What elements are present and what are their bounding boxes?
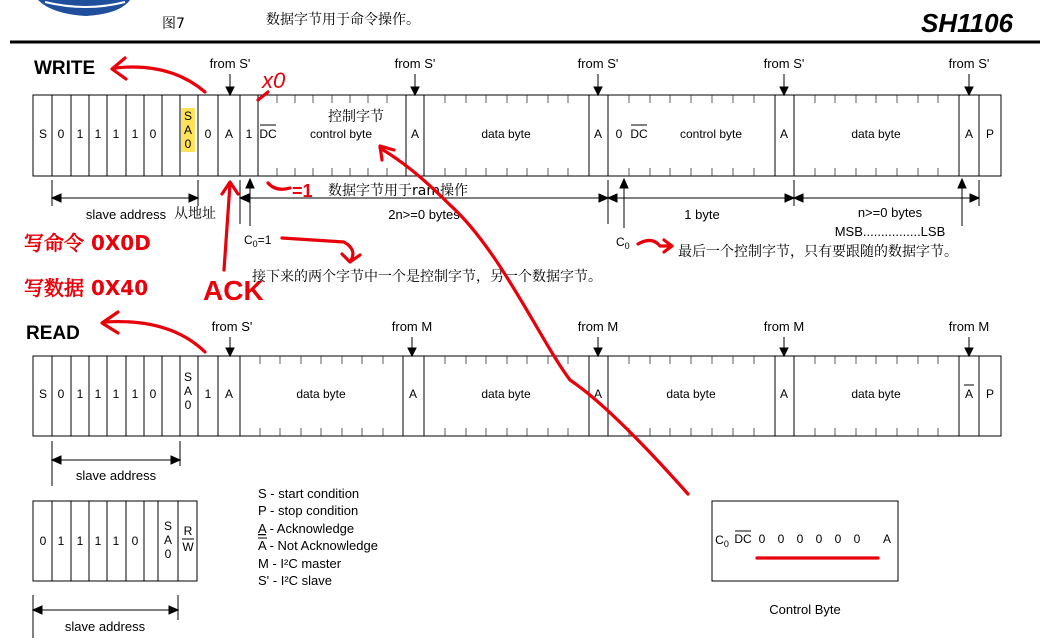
red-eq1: =1 <box>292 181 313 201</box>
legend-stop: P - stop condition <box>258 503 359 518</box>
control-box-bit: 0 <box>853 532 861 546</box>
legend-master: M - I²C master <box>258 556 342 571</box>
red-c0-note: 最后一个控制字节，只有要跟随的数据字节。 <box>678 244 958 260</box>
write-control-byte: control byte <box>309 127 373 141</box>
read-stop: P <box>985 387 995 401</box>
write-ack: A <box>964 127 974 141</box>
read-from-label: from M <box>948 319 990 334</box>
red-x0: x0 <box>262 68 286 93</box>
read-sa0-s: S <box>183 370 193 384</box>
red-eq1-squiggle <box>268 183 290 189</box>
slave-box-sa0-a: A <box>163 533 173 547</box>
write-c0-eq1: $C_0=1$ <box>244 233 272 249</box>
read-range-slave: slave address <box>75 468 157 483</box>
write-range-slave: slave address <box>85 207 167 222</box>
write-dc: DC <box>259 127 277 141</box>
write-sa0-0: 0 <box>184 137 192 151</box>
write-ack: A <box>410 127 420 141</box>
read-ack: A <box>593 387 603 401</box>
red-c0-arrow <box>282 238 360 262</box>
read-bit: 0 <box>149 387 157 401</box>
read-ack: A <box>224 387 234 401</box>
figure-label: 图7 <box>162 16 185 32</box>
slave-box-sa0-s: S <box>163 519 173 533</box>
write-ack: A <box>593 127 603 141</box>
write-sa0-a: A <box>183 123 193 137</box>
write-bit: 1 <box>76 127 84 141</box>
write-from-arrows <box>226 74 973 95</box>
write-c0: $C_0$ <box>616 235 630 251</box>
header <box>10 0 1040 42</box>
slave-box-range-label: slave address <box>64 619 146 634</box>
read-bit: 1 <box>131 387 139 401</box>
read-rw-bit: 1 <box>204 387 212 401</box>
write-stop: P <box>985 127 995 141</box>
read-bit: 1 <box>94 387 102 401</box>
read-data-byte: data byte <box>296 387 346 401</box>
legend <box>258 486 378 588</box>
red-ack-arrow <box>222 182 238 270</box>
read-sa0-a: A <box>183 384 193 398</box>
red-ack-label: ACK <box>203 275 264 306</box>
control-box-bit: 0 <box>815 532 823 546</box>
write-from-label: from S' <box>209 56 251 71</box>
slave-box-bit: 1 <box>94 534 102 548</box>
write-co-bit: 1 <box>245 127 253 141</box>
write-data-byte: data byte <box>481 127 531 141</box>
control-box-bit: 0 <box>777 532 785 546</box>
read-label: READ <box>26 323 80 344</box>
write-ack: A <box>779 127 789 141</box>
control-box-caption: Control Byte <box>769 602 841 617</box>
control-box-ack: A <box>882 532 892 546</box>
legend-start: S - start condition <box>258 486 360 501</box>
slave-box-bit: 0 <box>39 534 47 548</box>
red-cmd-write: 写命令 0X0D <box>24 231 151 255</box>
read-data-byte: data byte <box>666 387 716 401</box>
read-bit: 0 <box>57 387 65 401</box>
write-label: WRITE <box>34 58 96 79</box>
read-from-arrows <box>226 337 973 356</box>
write-control-byte: control byte <box>679 127 743 141</box>
read-ack: A <box>779 387 789 401</box>
read-section <box>26 319 1001 486</box>
write-co-bit: 0 <box>615 127 623 141</box>
write-from-label: from S' <box>948 56 990 71</box>
slave-address-box <box>33 501 197 638</box>
slave-box-bit: 1 <box>76 534 84 548</box>
legend-ack: A - Acknowledge <box>258 521 355 536</box>
read-ack: A <box>408 387 418 401</box>
slave-box-r: R <box>183 524 193 538</box>
red-control-byte-cn: 控制字节 <box>328 109 384 125</box>
red-arrow-read <box>102 312 205 352</box>
read-bit: 1 <box>112 387 120 401</box>
read-sa0-0: 0 <box>184 398 192 412</box>
write-from-label: from S' <box>763 56 805 71</box>
write-bit: 0 <box>149 127 157 141</box>
write-range-2n: 2n>=0 bytes <box>388 207 460 222</box>
doc-title: SH1106 <box>920 8 1013 38</box>
slave-box-sa0-0: 0 <box>164 547 172 561</box>
write-data-byte: data byte <box>851 127 901 141</box>
read-bit: S <box>38 387 48 401</box>
write-bit: S <box>38 127 48 141</box>
write-bit: 0 <box>57 127 65 141</box>
slave-box-w: W <box>182 540 194 554</box>
control-box-dc: DC <box>734 532 752 546</box>
read-from-label: from M <box>391 319 433 334</box>
legend-slave: S' - I²C slave <box>258 573 332 588</box>
write-range-n: n>=0 bytes <box>857 205 923 220</box>
write-bit: 1 <box>112 127 120 141</box>
write-rw-bit: 0 <box>204 127 212 141</box>
write-sa0-s: S <box>183 109 193 123</box>
read-data-byte: data byte <box>851 387 901 401</box>
control-box-c0: $C_0$ <box>715 533 729 549</box>
read-nack: A <box>964 387 974 401</box>
write-ack: A <box>224 127 234 141</box>
write-from-label: from S' <box>394 56 436 71</box>
read-from-label: from S' <box>211 319 253 334</box>
read-data-byte: data byte <box>481 387 531 401</box>
write-from-label: from S' <box>577 56 619 71</box>
write-range-1byte: 1 byte <box>684 207 720 222</box>
red-c0-note-arrow <box>638 240 672 252</box>
slave-box-bit: 1 <box>57 534 65 548</box>
write-bit: 1 <box>131 127 139 141</box>
red-next-two-note: 接下来的两个字节中一个是控制字节，另一个数据字节。 <box>252 269 602 285</box>
control-box-bit: 0 <box>758 532 766 546</box>
write-dc: DC <box>630 127 648 141</box>
red-slave-addr-cn: 从地址 <box>174 206 216 222</box>
red-x0-tail <box>258 92 268 100</box>
read-bit: 1 <box>76 387 84 401</box>
red-data-for-ram: 数据字节用于ram操作 <box>328 183 468 199</box>
control-box-bit: 0 <box>796 532 804 546</box>
read-from-label: from M <box>763 319 805 334</box>
red-data-write: 写数据 0X40 <box>24 276 149 300</box>
read-from-label: from M <box>577 319 619 334</box>
slave-box-bit: 0 <box>131 534 139 548</box>
slave-box-bit: 1 <box>112 534 120 548</box>
red-arrow-write <box>112 58 205 92</box>
write-msb-lsb: MSB................LSB <box>834 224 946 239</box>
legend-nack: A - Not Acknowledge <box>258 538 378 553</box>
read-cell-texts <box>39 370 994 412</box>
control-box-bit: 0 <box>834 532 842 546</box>
chinese-title-note: 数据字节用于命令操作。 <box>266 12 420 28</box>
write-bit: 1 <box>94 127 102 141</box>
logo-fragment <box>38 0 130 16</box>
